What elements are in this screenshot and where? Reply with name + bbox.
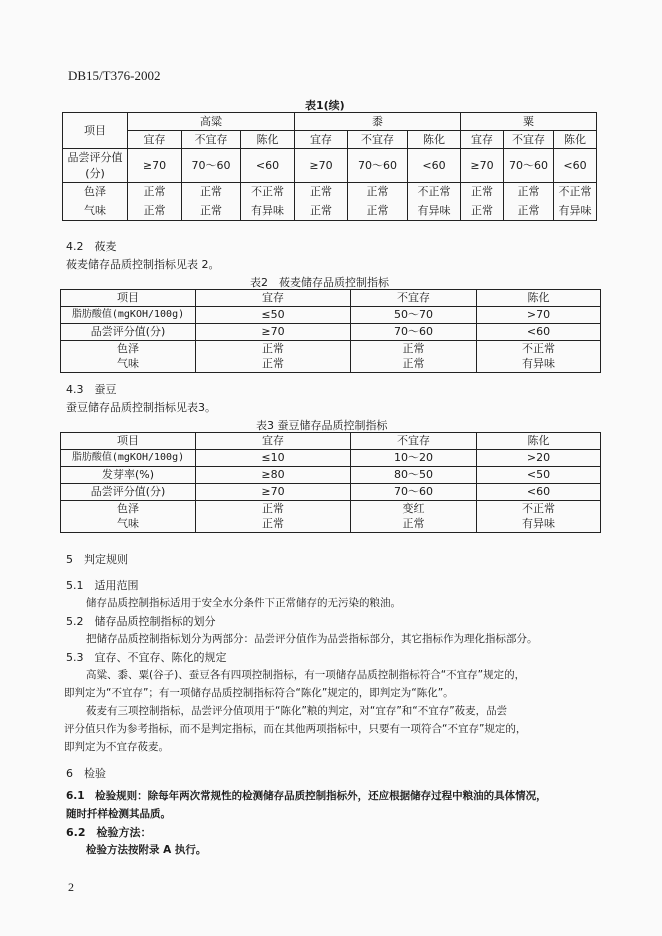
table-cell: 正常 [461,183,504,202]
table3-caption: 表3 蚕豆储存品质控制指标 [256,419,388,432]
table-row [61,501,601,517]
table2-header: 宜存 [196,290,351,307]
table1-subheader: 陈化 [408,131,461,149]
table-cell: 70～60 [504,149,554,183]
table-cell: <60 [477,484,601,501]
section-5-3-para1-line2: 即判定为“不宜存”；有一项储存品质控制指标符合“陈化”规定的，即判定为“陈化”。 [64,687,454,699]
table-cell: 发芽率(%) [61,467,196,484]
table1 [62,112,597,221]
table2-header: 项目 [61,290,196,307]
section-6-1-line1: 6.1 检验规则：除每年两次常规性的检测储存品质控制指标外，还应根据储存过程中粮油的具体情况， [66,790,547,802]
table-cell: 正常 [196,517,351,533]
table1-row-label: 气味 [63,202,128,221]
section-5-3-para1-line1: 高粱、黍、粟(谷子)、蚕豆各有四项控制指标，有一项储存品质控制指标符合“不宜存”规定的， [86,669,526,681]
table-cell: 色泽 [61,501,196,517]
table-cell: <60 [477,324,601,341]
table-cell: 正常 [351,357,477,373]
table-cell: ≥70 [461,149,504,183]
table-cell: >70 [477,307,601,324]
table-cell: 正常 [128,202,182,221]
table-cell: 正常 [196,501,351,517]
table-cell: 正常 [504,202,554,221]
table2 [60,289,601,373]
section-6-1-line2: 随时扦样检测其品质。 [66,808,171,820]
section-4-3-title: 4.3 蚕豆 [66,383,117,396]
table-cell: 脂肪酸值(mgKOH/100g) [61,307,196,324]
table1-header-item: 项目 [63,113,128,149]
table2-header: 陈化 [477,290,601,307]
table-cell: 70～60 [351,484,477,501]
table-row [63,183,597,202]
table-cell: 不正常 [477,501,601,517]
table3 [60,432,601,533]
table-cell: 正常 [295,183,348,202]
table-cell: 不正常 [241,183,295,202]
table-cell: ≥70 [295,149,348,183]
section-5-3-para2-line1: 莜麦有三项控制指标，品尝评分值项用于“陈化”粮的判定，对“宜存”和“不宜存”莜麦，品尝 [86,705,508,717]
table-cell: 不正常 [477,341,601,357]
table-row [61,450,601,467]
section-5-2-text: 把储存品质控制指标划分为两部分：品尝评分值作为品尝指标部分，其它指标作为理化指标部分。 [86,633,538,645]
table-cell: <60 [241,149,295,183]
table-cell: ≥80 [196,467,351,484]
table3-header: 陈化 [477,433,601,450]
page-number: 2 [68,880,74,894]
table1-subheader: 陈化 [554,131,597,149]
section-5-2-title: 5.2 储存品质控制指标的划分 [66,615,216,628]
table1-subheader: 不宜存 [504,131,554,149]
table-cell: 10～20 [351,450,477,467]
section-4-3-text: 蚕豆储存品质控制指标见表3。 [66,401,216,414]
table2-caption: 表2 莜麦储存品质控制指标 [250,276,389,289]
table-cell: 变红 [351,501,477,517]
table-cell: 色泽 [61,341,196,357]
table-cell: 70～60 [182,149,241,183]
table-cell: <60 [554,149,597,183]
table-cell: 正常 [128,183,182,202]
section-5-3-para2-line3: 即判定为不宜存莜麦。 [64,741,169,753]
table-row [61,324,601,341]
table-cell: ≥70 [128,149,182,183]
table-cell: 有异味 [477,357,601,373]
table-cell: 正常 [348,202,408,221]
table2-header: 不宜存 [351,290,477,307]
table-cell: <50 [477,467,601,484]
table1-group-shu: 黍 [295,113,461,131]
table1-subheader: 宜存 [295,131,348,149]
section-5-1-title: 5.1 适用范围 [66,579,139,592]
section-5-1-text: 储存品质控制指标适用于安全水分条件下正常储存的无污染的粮油。 [86,597,401,609]
section-5-3-title: 5.3 宜存、不宜存、陈化的规定 [66,651,227,664]
table-cell: <60 [408,149,461,183]
table-cell: 70～60 [348,149,408,183]
table-cell: 正常 [196,357,351,373]
table-cell: 正常 [348,183,408,202]
table-row [61,484,601,501]
table-cell: 正常 [196,341,351,357]
table3-header: 项目 [61,433,196,450]
table-cell: ≤50 [196,307,351,324]
section-4-2-text: 莜麦储存品质控制指标见表 2。 [66,258,220,271]
table-row [61,341,601,357]
table-row [63,202,597,221]
table-cell: 脂肪酸值(mgKOH/100g) [61,450,196,467]
table-cell: 正常 [504,183,554,202]
table1-row-label: 色泽 [63,183,128,202]
table-row [61,467,601,484]
table-cell: ≥70 [196,484,351,501]
table3-header: 不宜存 [351,433,477,450]
table-cell: 正常 [182,202,241,221]
table-cell: 有异味 [477,517,601,533]
table1-subheader: 不宜存 [182,131,241,149]
section-4-2-title: 4.2 莜麦 [66,240,117,253]
table-cell: ≥70 [196,324,351,341]
table-cell: 品尝评分值(分) [61,324,196,341]
section-6-title: 6 检验 [66,767,106,780]
table-cell: 70～60 [351,324,477,341]
table-cell: 50～70 [351,307,477,324]
table-row [63,149,597,183]
table-cell: 不正常 [554,183,597,202]
section-5-3-para2-line2: 评分值只作为参考指标，而不是判定指标，而在其他两项指标中，只要有一项符合“不宜存”规定的， [64,723,527,735]
section-6-2-title: 6.2 检验方法： [66,826,152,839]
table-cell: 正常 [351,341,477,357]
table-cell: 有异味 [554,202,597,221]
table-cell: 不正常 [408,183,461,202]
table-cell: 正常 [351,517,477,533]
table1-group-su: 粟 [461,113,597,131]
table-cell: 有异味 [408,202,461,221]
doc-number: DB15/T376-2002 [68,68,161,83]
table-row [61,357,601,373]
table-cell: 正常 [182,183,241,202]
table-cell: 气味 [61,357,196,373]
table1-row-label: 品尝评分值(分) [63,149,128,183]
table-cell: ≤10 [196,450,351,467]
table1-subheader: 宜存 [128,131,182,149]
section-5-title: 5 判定规则 [66,553,128,566]
table1-group-gaoliang: 高粱 [128,113,295,131]
table-cell: 品尝评分值(分) [61,484,196,501]
table-row [61,307,601,324]
table-cell: 80～50 [351,467,477,484]
table1-caption: 表1(续) [305,99,345,112]
table-cell: >20 [477,450,601,467]
table-cell: 有异味 [241,202,295,221]
table-cell: 正常 [295,202,348,221]
table1-subheader: 陈化 [241,131,295,149]
table3-header: 宜存 [196,433,351,450]
table-cell: 气味 [61,517,196,533]
table-row [61,517,601,533]
table1-subheader: 不宜存 [348,131,408,149]
table-cell: 正常 [461,202,504,221]
section-6-2-text: 检验方法按附录 A 执行。 [86,844,207,856]
table1-subheader: 宜存 [461,131,504,149]
